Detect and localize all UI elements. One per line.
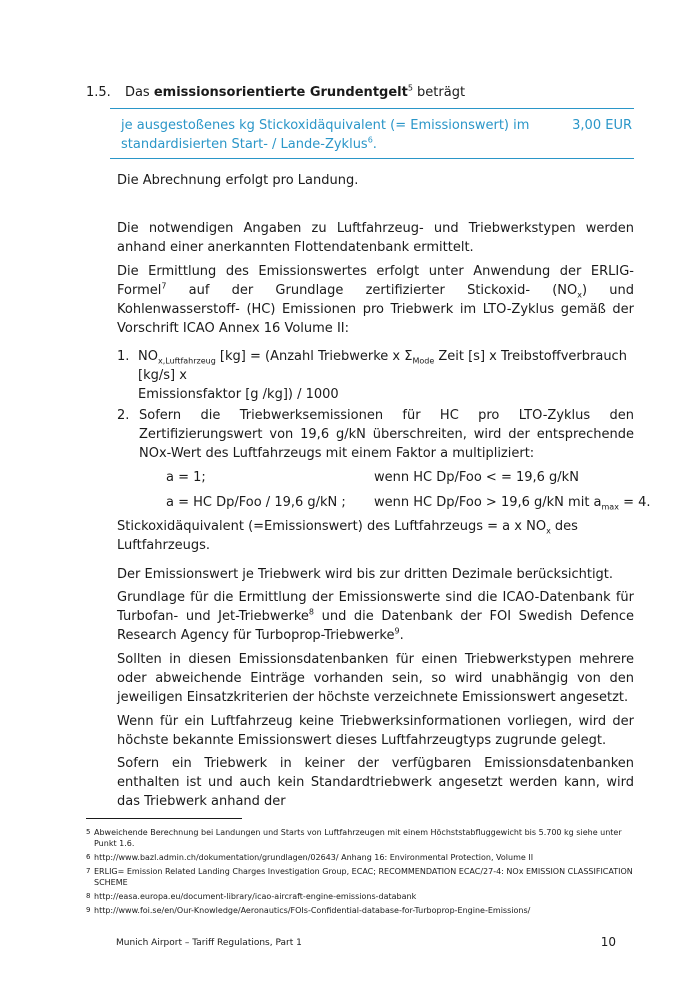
case2-left: a = HC Dp/Foo / 19,6 g/kN ; xyxy=(166,495,346,510)
paragraph-billing: Die Abrechnung erfolgt pro Landung. xyxy=(117,173,359,188)
formula-number: 1. xyxy=(117,349,130,364)
paragraph-calculation: Die Ermittlung des Emissionswertes erfolgt unter Anwendung der ERLIG-Formel$^7$ auf der Grundlage zertifizierter Stickoxid- $(NO_x)$ und Kohlenwasserstoff- (HC) Emissionen pro Triebwerk im LTO-Zyklus gemäß der Vorschrift ICAO Annex 16 Volume II: xyxy=(117,264,634,336)
section-bold-term: emissionsorientierte Grundentgelt xyxy=(153,85,408,100)
case2-right: wenn HC Dp/Foo > 19,6 g/kN mit $a_{max} = 4$. xyxy=(374,495,651,512)
paragraph-equivalent: Stickoxidäquivalent (=Emissionswert) des Luftfahrzeugs = a x $NO_x$ des Luftfahrzeugs. xyxy=(117,519,578,553)
footnote-ref: 5 xyxy=(407,83,413,93)
item2-text: Sofern die Triebwerksemissionen für HC pro LTO-Zyklus den Zertifizierungswert von 19,6 g/kN überschreiten, wird der entsprechende NOx-Wert des Luftfahrzeugs mit einem Faktor a multipliziert: xyxy=(139,408,634,461)
item2-number: 2. xyxy=(117,408,130,423)
case1-right: wenn HC Dp/Foo < = 19,6 g/kN xyxy=(374,470,579,485)
section-heading: 1.5. Das emissionsorientierte Grundentgelt$^5$ beträgt xyxy=(86,83,466,100)
paragraph-decimal: Der Emissionswert je Triebwerk wird bis zur dritten Dezimale berücksichtigt. xyxy=(117,567,614,582)
fee-amount: 3,00 EUR xyxy=(572,118,632,133)
paragraph-no-engine-info: Wenn für ein Luftfahrzeug keine Triebwerksinformationen vorliegen, wird der höchste bekannte Emissionswert dieses Luftfahrzeugtyps zugrunde gelegt. xyxy=(117,714,634,748)
section-number: 1.5. xyxy=(86,85,111,100)
paragraph-basis: Grundlage für die Ermittlung der Emissionswerte sind die ICAO-Datenbank für Turbofan- und Jet-Triebwerke$^8$ und die Datenbank der FOI Swedish Defence Research Agency für Turboprop-Triebwerke$^9$. xyxy=(117,590,634,643)
footnote-7: 7 ERLIG= Emission Related Landing Charges Investigation Group, ECAC; RECOMMENDATION ECAC/27-4: NOx EMISSION CLASSIFICATION SCHEME xyxy=(86,867,633,887)
fee-top-rule xyxy=(110,108,634,109)
paragraph-unknown-engine: Sofern ein Triebwerk in keiner der verfügbaren Emissionsdatenbanken enthalten ist und auch kein Standardtriebwerk angesetzt werden kann, wird das Triebwerk anhand der xyxy=(117,756,634,809)
footnote-6: 6 http://www.bazl.admin.ch/dokumentation/grundlagen/02643/ Anhang 16: Environmental Protection, Volume II xyxy=(86,853,534,862)
footnote-separator xyxy=(86,818,242,819)
footnotes xyxy=(86,827,636,916)
page-number: 10 xyxy=(600,935,616,949)
footnote-9: 9 http://www.foi.se/en/Our-Knowledge/Aeronautics/FOIs-Confidential-database-for-Turboprop-Engine-Emissions/ xyxy=(86,906,531,915)
paragraph-multiple-entries: Sollten in diesen Emissionsdatenbanken für einen Triebwerkstypen mehrere oder abweichende Einträge vorhanden sein, so wird unabhängig von den jeweiligen Einsatzkriterien der höchste verzeichnete Emissionswert angesetzt. xyxy=(117,652,634,705)
footnote-8: 8 http://easa.europa.eu/document-library/icao-aircraft-engine-emissions-databank xyxy=(86,892,417,901)
footer-title: Munich Airport – Tariff Regulations, Part 1 xyxy=(116,938,302,948)
formula: $NO_{x,Luftfahrzeug}$ [kg] = (Anzahl Triebwerke x $\Sigma_{Mode}$ Zeit [s] x Treibstoffverbrauch [kg/s] x Emissionsfaktor [g /kg]) / 1000 xyxy=(138,349,627,402)
fee-bottom-rule xyxy=(110,158,634,159)
fee-description: je ausgestoßenes kg Stickoxidäquivalent (= Emissionswert) im standardisierten Start- / Lande-Zyklus$^6$. xyxy=(121,118,530,152)
case1-left: a = 1; xyxy=(166,470,206,485)
paragraph-data-source: Die notwendigen Angaben zu Luftfahrzeug- und Triebwerkstypen werden anhand einer anerkannten Flottendatenbank ermittelt. xyxy=(117,221,634,255)
footnote-5: 5 Abweichende Berechnung bei Landungen und Starts von Luftfahrzeugen mit einem Höchststabfluggewicht bis 5.700 kg siehe unter Punkt 1.6. xyxy=(86,828,622,848)
